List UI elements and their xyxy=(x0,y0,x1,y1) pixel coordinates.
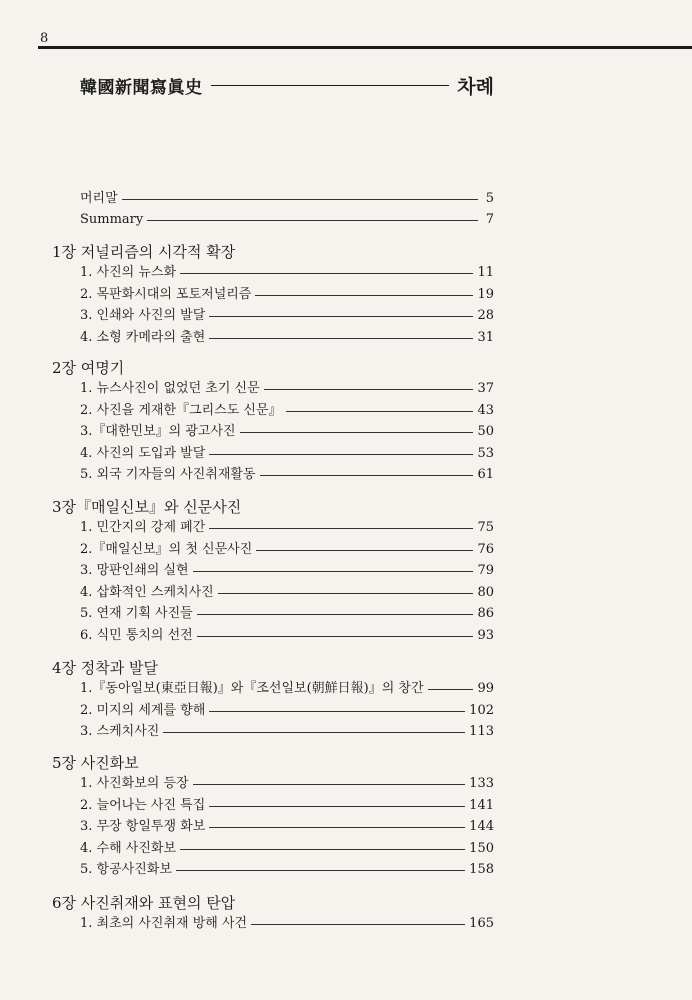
leader-line xyxy=(180,849,465,850)
toc-entry-page: 19 xyxy=(477,287,494,302)
toc-entry xyxy=(80,606,494,622)
toc-entry xyxy=(80,265,494,281)
toc-entry-label: 1. 뉴스사진이 없었던 초기 신문 xyxy=(80,381,260,396)
toc-entry-page: 5 xyxy=(485,191,494,206)
toc-entry xyxy=(80,776,494,792)
toc-entry xyxy=(80,819,494,835)
toc-entry-page: 144 xyxy=(469,819,494,834)
toc-entry-label: 4. 사진의 도입과 발달 xyxy=(80,446,206,461)
toc-entry-page: 113 xyxy=(469,724,494,739)
toc-entry-page: 11 xyxy=(477,265,494,280)
toc-entry xyxy=(80,287,494,303)
toc-entry-label: 1. 민간지의 강제 폐간 xyxy=(80,520,206,535)
toc-entry-page: 76 xyxy=(477,542,494,557)
toc-entry xyxy=(80,681,494,697)
leader-line xyxy=(209,711,465,712)
toc-entry xyxy=(80,308,494,324)
leader-line xyxy=(209,454,473,455)
section-title: 차례 xyxy=(457,76,494,98)
toc-entry xyxy=(80,841,494,857)
toc-entry-label: 4. 수해 사진화보 xyxy=(80,841,177,856)
toc-entry-label: 5. 외국 기자들의 사진취재활동 xyxy=(80,467,256,482)
leader-line xyxy=(209,316,473,317)
leader-line xyxy=(209,806,465,807)
toc-entry-label: 3.『대한민보』의 광고사진 xyxy=(80,424,236,439)
leader-line xyxy=(251,924,465,925)
book-title: 韓國新聞寫眞史 xyxy=(80,78,203,98)
toc-entry xyxy=(80,403,494,419)
toc-entry-page: 93 xyxy=(477,628,494,643)
toc-entry-page: 50 xyxy=(477,424,494,439)
toc-entry-page: 37 xyxy=(477,381,494,396)
toc-entry-page: 79 xyxy=(477,563,494,578)
toc-entry-label: Summary xyxy=(80,212,144,227)
leader-line xyxy=(286,411,474,412)
toc-entry xyxy=(80,424,494,440)
leader-line xyxy=(193,571,474,572)
header-rule xyxy=(211,85,450,86)
toc-entry xyxy=(80,563,494,579)
chapter-title: 3장『매일신보』와 신문사진 xyxy=(52,498,242,516)
toc-entry xyxy=(80,585,494,601)
toc-entry-label: 1. 사진화보의 등장 xyxy=(80,776,189,791)
toc-entry-page: 43 xyxy=(477,403,494,418)
leader-line xyxy=(255,295,473,296)
toc-entry-page: 61 xyxy=(477,467,494,482)
leader-line xyxy=(209,338,473,339)
toc-entry-label: 3. 인쇄와 사진의 발달 xyxy=(80,308,206,323)
toc-entry-page: 7 xyxy=(485,212,494,227)
toc-entry xyxy=(80,191,494,207)
toc-entry-page: 75 xyxy=(477,520,494,535)
toc-entry-label: 5. 연재 기획 사진들 xyxy=(80,606,193,621)
chapter-title: 5장 사진화보 xyxy=(52,754,139,772)
toc-entry-label: 3. 망판인쇄의 실현 xyxy=(80,563,189,578)
toc-entry-page: 133 xyxy=(469,776,494,791)
toc-entry xyxy=(80,628,494,644)
toc-entry-label: 1. 사진의 뉴스화 xyxy=(80,265,177,280)
leader-line xyxy=(264,389,474,390)
toc-entry xyxy=(80,381,494,397)
toc-entry xyxy=(80,520,494,536)
leader-line xyxy=(428,689,474,690)
toc-entry-page: 165 xyxy=(469,916,494,931)
chapter-title: 1장 저널리즘의 시각적 확장 xyxy=(52,243,236,261)
leader-line xyxy=(240,432,474,433)
leader-line xyxy=(193,784,466,785)
toc-entry-label: 4. 소형 카메라의 출현 xyxy=(80,330,206,345)
leader-line xyxy=(122,199,478,200)
toc-entry-label: 2.『매일신보』의 첫 신문사진 xyxy=(80,542,253,557)
leader-line xyxy=(163,732,465,733)
toc-entry-label: 2. 미지의 세계를 향해 xyxy=(80,703,206,718)
toc-entry-page: 28 xyxy=(477,308,494,323)
chapter-title: 6장 사진취재와 표현의 탄압 xyxy=(52,894,236,912)
toc-entry xyxy=(80,724,494,740)
chapter-title: 2장 여명기 xyxy=(52,359,125,377)
toc-entry xyxy=(80,542,494,558)
leader-line xyxy=(147,220,478,221)
toc-entry-label: 2. 늘어나는 사진 특집 xyxy=(80,798,206,813)
toc-entry-page: 150 xyxy=(469,841,494,856)
toc-entry-label: 머리말 xyxy=(80,191,118,206)
leader-line xyxy=(176,870,465,871)
toc-entry-page: 53 xyxy=(477,446,494,461)
top-rule xyxy=(38,46,692,49)
leader-line xyxy=(180,273,473,274)
toc-entry-page: 158 xyxy=(469,862,494,877)
toc-entry xyxy=(80,212,494,228)
page-header xyxy=(80,72,494,99)
toc-entry-page: 99 xyxy=(477,681,494,696)
toc-entry xyxy=(80,330,494,346)
toc-entry-label: 3. 무장 항일투쟁 화보 xyxy=(80,819,206,834)
toc-entry xyxy=(80,703,494,719)
toc-entry-page: 102 xyxy=(469,703,494,718)
toc-entry-label: 5. 항공사진화보 xyxy=(80,862,172,877)
toc-entry-label: 1. 최초의 사진취재 방해 사건 xyxy=(80,916,248,931)
leader-line xyxy=(218,593,474,594)
toc-entry-page: 31 xyxy=(477,330,494,345)
page-number: 8 xyxy=(40,31,49,46)
leader-line xyxy=(260,475,474,476)
toc-entry xyxy=(80,446,494,462)
leader-line xyxy=(256,550,473,551)
leader-line xyxy=(197,636,474,637)
leader-line xyxy=(209,827,465,828)
toc-entry xyxy=(80,467,494,483)
toc-entry xyxy=(80,862,494,878)
leader-line xyxy=(209,528,473,529)
toc-entry-label: 4. 삽화적인 스케치사진 xyxy=(80,585,214,600)
leader-line xyxy=(197,614,474,615)
toc-entry-label: 3. 스케치사진 xyxy=(80,724,160,739)
toc-entry xyxy=(80,798,494,814)
toc-entry-page: 80 xyxy=(477,585,494,600)
chapter-title: 4장 정착과 발달 xyxy=(52,659,159,677)
toc-entry-label: 6. 식민 통치의 선전 xyxy=(80,628,193,643)
toc-entry-page: 86 xyxy=(477,606,494,621)
toc-entry-label: 2. 사진을 게재한『그리스도 신문』 xyxy=(80,403,282,418)
toc-entry xyxy=(80,916,494,932)
toc-entry-label: 1.『동아일보(東亞日報)』와『조선일보(朝鮮日報)』의 창간 xyxy=(80,681,424,696)
toc-entry-page: 141 xyxy=(469,798,494,813)
toc-entry-label: 2. 목판화시대의 포토저널리즘 xyxy=(80,287,252,302)
